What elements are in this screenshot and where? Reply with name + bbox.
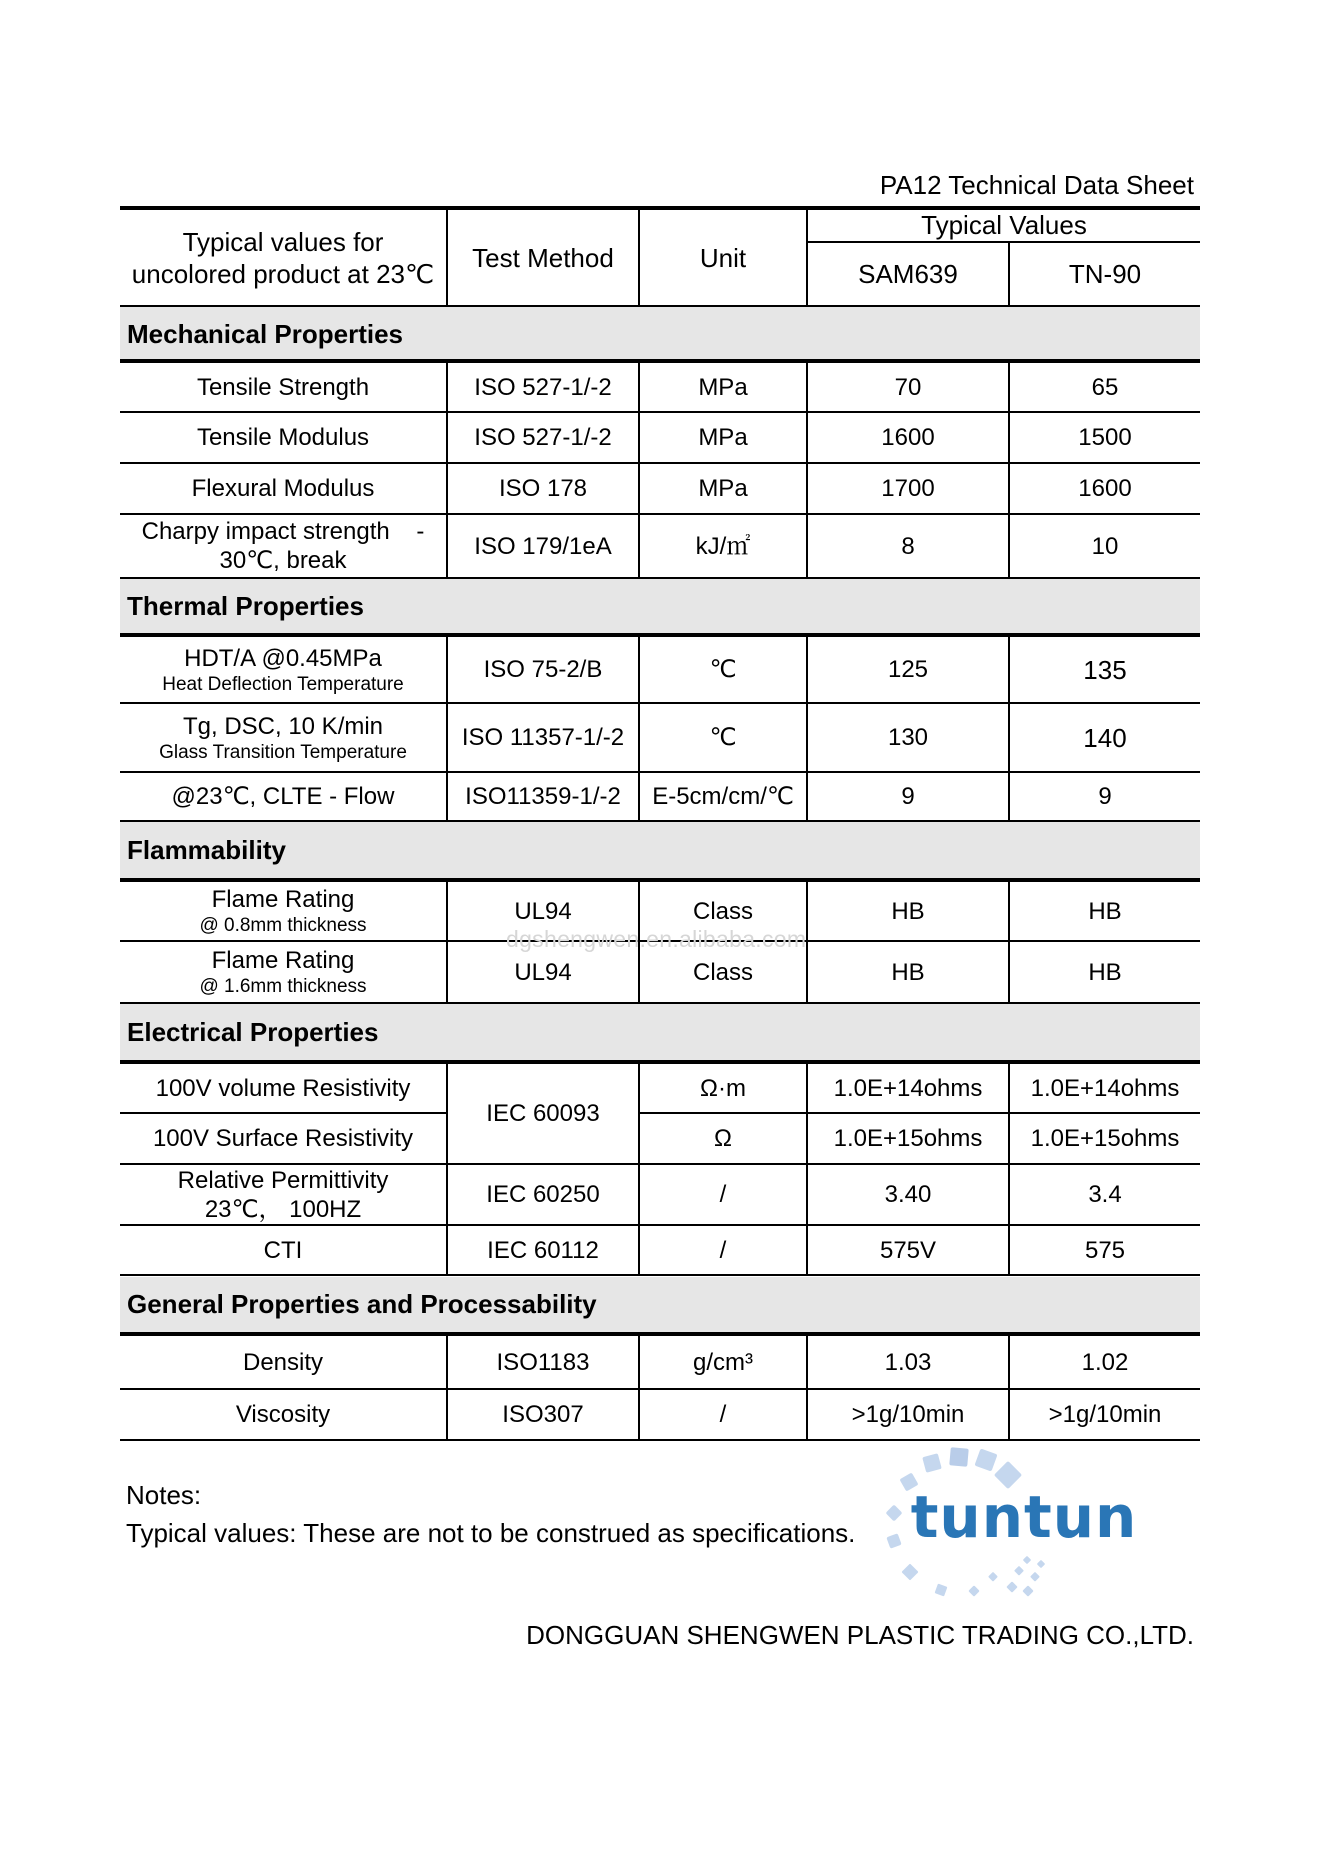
header-unit: Unit: [699, 242, 747, 273]
value-product-2: 1.02: [1081, 1348, 1129, 1376]
unit-cell: ℃: [709, 656, 737, 683]
notes-title: Notes:: [126, 1480, 202, 1510]
unit-cell: /: [719, 1181, 727, 1208]
value-product-1: 1.03: [884, 1348, 932, 1376]
value-product-2: 1500: [1078, 424, 1132, 451]
value-product-2: 135: [1083, 654, 1127, 685]
method-cell: UL94: [514, 897, 572, 925]
unit-cell: MPa: [698, 475, 748, 502]
method-cell: ISO1183: [496, 1348, 590, 1376]
header-property-line2: uncolored product at 23℃: [131, 258, 435, 289]
row-rule: [120, 1274, 1200, 1276]
header-product-2: TN-90: [1068, 259, 1142, 289]
method-cell: ISO 179/1eA: [474, 532, 612, 560]
property-line1: Relative Permittivity: [177, 1166, 389, 1194]
property-viscosity: Viscosity: [235, 1401, 331, 1428]
value-product-1: 125: [887, 656, 929, 683]
unit-cell: g/cm³: [693, 1348, 753, 1376]
unit-cell: Ω·m: [700, 1074, 746, 1102]
header-product-1: SAM639: [858, 259, 958, 289]
property-main: Tg, DSC, 10 K/min: [182, 712, 384, 740]
value-product-1: 1.0E+15ohms: [833, 1125, 983, 1152]
method-cell-shared: IEC 60093: [486, 1100, 600, 1127]
table-bottom-rule: [120, 1439, 1200, 1441]
section-title-mechanical: Mechanical Properties: [127, 318, 403, 349]
document-title: PA12 Technical Data Sheet: [879, 170, 1194, 200]
method-cell: ISO 75-2/B: [483, 656, 603, 683]
unit-cell: kJ/㎡: [695, 532, 751, 560]
property-cti: CTI: [263, 1236, 303, 1264]
property-sub: Heat Deflection Temperature: [162, 673, 404, 695]
value-product-2: 9: [1098, 783, 1112, 810]
unit-cell: Ω: [714, 1125, 732, 1152]
unit-cell: Class: [692, 958, 753, 986]
section-title-thermal: Thermal Properties: [127, 590, 364, 621]
value-product-2: 1.0E+15ohms: [1030, 1125, 1180, 1152]
property-density: Density: [242, 1348, 324, 1376]
header-typical-values: Typical Values: [921, 209, 1087, 240]
header-property: [120, 210, 446, 305]
method-cell: UL94: [514, 958, 572, 986]
value-product-2: >1g/10min: [1048, 1401, 1162, 1428]
method-cell: ISO 527-1/-2: [474, 373, 612, 401]
value-product-1: HB: [891, 897, 925, 925]
unit-cell: MPa: [698, 424, 748, 451]
value-product-2: HB: [1088, 897, 1122, 925]
property-flexural-modulus: Flexural Modulus: [191, 475, 375, 502]
property-hdt: [120, 637, 446, 702]
method-cell: IEC 60250: [486, 1181, 600, 1208]
property-sub: @ 0.8mm thickness: [199, 915, 367, 936]
unit-cell: MPa: [698, 373, 748, 401]
value-product-1: 8: [901, 532, 915, 560]
value-product-2: 140: [1083, 722, 1127, 753]
value-product-2: 1.0E+14ohms: [1030, 1074, 1180, 1102]
header-property-line1: Typical values for: [182, 226, 384, 257]
method-cell: ISO 178: [498, 475, 588, 502]
notes: [126, 1476, 855, 1552]
notes-text: Typical values: These are not to be construed as specifications.: [126, 1518, 856, 1548]
property-flame-rating: [120, 942, 446, 1002]
section-title-flammability: Flammability: [127, 834, 286, 865]
value-product-2: 1600: [1078, 475, 1132, 502]
value-product-2: 3.4: [1088, 1181, 1122, 1208]
property-tg: [120, 704, 446, 771]
value-product-2: 10: [1091, 532, 1119, 560]
value-product-2: 575: [1084, 1236, 1126, 1264]
unit-cell: /: [719, 1236, 727, 1264]
property-main: HDT/A @0.45MPa: [184, 644, 382, 672]
value-product-1: 1600: [881, 424, 935, 451]
property-relative-permittivity: [120, 1165, 446, 1224]
property-line1: Charpy impact strength -: [141, 518, 425, 545]
property-flame-rating: [120, 882, 446, 940]
method-cell: ISO307: [502, 1401, 584, 1428]
value-product-2: HB: [1088, 958, 1122, 986]
value-product-1: 1.0E+14ohms: [833, 1074, 983, 1102]
value-product-1: HB: [891, 958, 925, 986]
unit-cell: /: [719, 1401, 727, 1428]
property-surface-resistivity: 100V Surface Resistivity: [152, 1125, 414, 1152]
method-cell: ISO11359-1/-2: [465, 783, 621, 810]
section-title-general: General Properties and Processability: [127, 1289, 597, 1319]
property-tensile-modulus: Tensile Modulus: [196, 424, 370, 451]
unit-cell: E-5cm/cm/℃: [652, 783, 794, 810]
property-tensile-strength: Tensile Strength: [196, 373, 370, 401]
watermark: dgshengwen.en.alibaba.com: [506, 926, 807, 952]
property-line2: 30℃, break: [219, 547, 347, 574]
value-product-1: 575V: [879, 1236, 937, 1264]
method-cell: ISO 527-1/-2: [474, 424, 612, 451]
unit-cell: Class: [692, 897, 753, 925]
company-name: DONGGUAN SHENGWEN PLASTIC TRADING CO.,LTD.: [526, 1620, 1194, 1650]
value-product-1: 1700: [881, 475, 935, 502]
method-cell: IEC 60112: [487, 1236, 599, 1264]
property-clte: @23℃, CLTE - Flow: [171, 783, 395, 810]
value-product-1: 70: [894, 373, 922, 401]
property-charpy-impact: [120, 515, 446, 577]
value-product-1: 9: [901, 783, 915, 810]
value-product-1: >1g/10min: [851, 1401, 965, 1428]
property-sub: @ 1.6mm thickness: [199, 976, 367, 997]
property-main: Flame Rating: [211, 886, 355, 913]
property-main: Flame Rating: [211, 947, 355, 974]
header-test-method: Test Method: [472, 242, 614, 273]
property-volume-resistivity: 100V volume Resistivity: [155, 1074, 411, 1102]
logo-wordmark: tuntun: [910, 1483, 1138, 1551]
value-product-1: 3.40: [884, 1181, 932, 1208]
method-cell: ISO 11357-1/-2: [461, 724, 625, 751]
unit-cell: ℃: [709, 724, 737, 751]
section-title-electrical: Electrical Properties: [127, 1016, 379, 1047]
tuntun-logo: [874, 1445, 1140, 1611]
value-product-2: 65: [1091, 373, 1119, 401]
property-line2: 23℃， 100HZ: [204, 1195, 362, 1223]
value-product-1: 130: [887, 724, 929, 751]
property-sub: Glass Transition Temperature: [159, 741, 407, 763]
